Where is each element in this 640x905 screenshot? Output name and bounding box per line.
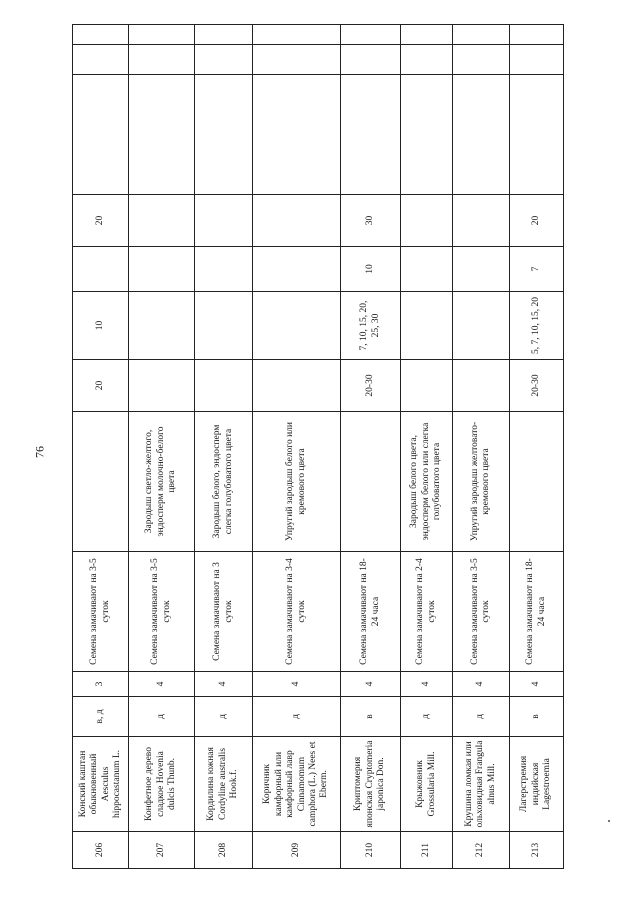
method-code-cell: д: [253, 697, 341, 737]
method-code-cell: в: [341, 697, 401, 737]
empty-col-b-cell: [73, 45, 129, 75]
final-count-cell: [195, 247, 253, 292]
total-days-cell: [195, 195, 253, 247]
page-number: 76: [32, 446, 47, 458]
empty-col-b-cell: [453, 45, 510, 75]
preparation-cell: Семена замачивают на 3-5 суток: [129, 552, 195, 672]
scan-dot: [608, 820, 610, 822]
final-count-cell: [253, 247, 341, 292]
final-count-cell: 10: [341, 247, 401, 292]
temp-value-cell: [195, 360, 253, 412]
counting-days-cell: [195, 292, 253, 360]
total-days-cell: 20: [510, 195, 564, 247]
staining-description-cell: [510, 412, 564, 552]
temp-value-cell: [453, 360, 510, 412]
row-number-cell: 211: [401, 832, 453, 869]
staining-description-cell: Упругий зародыш желтовато-кремового цвета: [453, 412, 510, 552]
days-count-cell: 4: [253, 672, 341, 697]
empty-col-b-cell: [401, 45, 453, 75]
temp-value-cell: 20: [73, 360, 129, 412]
days-count-cell: 3: [73, 672, 129, 697]
total-days-cell: 30: [341, 195, 401, 247]
empty-col-a-cell: [195, 75, 253, 195]
preparation-cell: Семена замачивают на 3-4 суток: [253, 552, 341, 672]
seed-table-wrapper: [72, 49, 563, 869]
species-name-cell: Крыжовник Grossularia Mill.: [401, 737, 453, 832]
row-number-cell: 206: [73, 832, 129, 869]
method-code-cell: д: [195, 697, 253, 737]
staining-description-cell: Упругий зародыш белого или кремового цвета: [253, 412, 341, 552]
empty-col-c-cell: [253, 25, 341, 45]
empty-col-a-cell: [510, 75, 564, 195]
final-count-cell: 7: [510, 247, 564, 292]
empty-col-c-cell: [510, 25, 564, 45]
empty-col-a-cell: [129, 75, 195, 195]
total-days-cell: [401, 195, 453, 247]
empty-col-b-cell: [510, 45, 564, 75]
total-days-cell: [253, 195, 341, 247]
empty-col-b-cell: [195, 45, 253, 75]
staining-description-cell: [341, 412, 401, 552]
counting-days-cell: [253, 292, 341, 360]
days-count-cell: 4: [129, 672, 195, 697]
species-name-cell: Кордилина южная Cordyline australis Hook.f.: [195, 737, 253, 832]
table-row: [510, 25, 564, 869]
preparation-cell: Семена замачивают на 18-24 часа: [510, 552, 564, 672]
days-count-cell: 4: [341, 672, 401, 697]
table-row: [73, 25, 129, 869]
empty-col-c-cell: [195, 25, 253, 45]
counting-days-cell: [453, 292, 510, 360]
table-row: [341, 25, 401, 869]
preparation-cell: Семена замачивают на 3 суток: [195, 552, 253, 672]
empty-col-c-cell: [73, 25, 129, 45]
empty-col-a-cell: [401, 75, 453, 195]
empty-col-a-cell: [253, 75, 341, 195]
temp-value-cell: [401, 360, 453, 412]
empty-col-c-cell: [129, 25, 195, 45]
counting-days-cell: 7, 10, 15, 20, 25, 30: [341, 292, 401, 360]
counting-days-cell: [129, 292, 195, 360]
method-code-cell: д: [453, 697, 510, 737]
days-count-cell: 4: [401, 672, 453, 697]
species-name-cell: Конский каштан обыкновенный Aesculus hippocastanum L.: [73, 737, 129, 832]
temp-value-cell: 20-30: [510, 360, 564, 412]
row-number-cell: 207: [129, 832, 195, 869]
species-name-cell: Коричник камфорный или камфорный лавр Cinnamomum camphora (L.) Nees et Eberm.: [253, 737, 341, 832]
final-count-cell: [73, 247, 129, 292]
preparation-cell: Семена замачивают на 3-5 суток: [73, 552, 129, 672]
counting-days-cell: 5, 7, 10, 15, 20: [510, 292, 564, 360]
species-name-cell: Конфетное дерево сладкое Hovenia dulcis Thunb.: [129, 737, 195, 832]
species-name-cell: Криптомерия японская Cryptomeria japonica Don.: [341, 737, 401, 832]
counting-days-cell: 10: [73, 292, 129, 360]
days-count-cell: 4: [453, 672, 510, 697]
table-body: [73, 25, 564, 869]
empty-col-a-cell: [341, 75, 401, 195]
final-count-cell: [401, 247, 453, 292]
table-row: [253, 25, 341, 869]
preparation-cell: Семена замачивают на 3-5 суток: [453, 552, 510, 672]
empty-col-b-cell: [341, 45, 401, 75]
empty-col-c-cell: [341, 25, 401, 45]
empty-col-c-cell: [453, 25, 510, 45]
temp-value-cell: [129, 360, 195, 412]
seed-table: [72, 24, 564, 869]
method-code-cell: д: [129, 697, 195, 737]
total-days-cell: [129, 195, 195, 247]
species-name-cell: Крушина ломкая или ольховидная Frangula alnus Mill.: [453, 737, 510, 832]
final-count-cell: [129, 247, 195, 292]
table-row: [453, 25, 510, 869]
method-code-cell: д: [401, 697, 453, 737]
row-number-cell: 213: [510, 832, 564, 869]
empty-col-b-cell: [129, 45, 195, 75]
final-count-cell: [453, 247, 510, 292]
days-count-cell: 4: [195, 672, 253, 697]
row-number-cell: 212: [453, 832, 510, 869]
empty-col-b-cell: [253, 45, 341, 75]
row-number-cell: 210: [341, 832, 401, 869]
temp-value-cell: [253, 360, 341, 412]
empty-col-a-cell: [73, 75, 129, 195]
temp-value-cell: 20-30: [341, 360, 401, 412]
total-days-cell: 20: [73, 195, 129, 247]
staining-description-cell: Зародыш светло-желтого, эндосперм молочно-белого цвета: [129, 412, 195, 552]
method-code-cell: в: [510, 697, 564, 737]
days-count-cell: 4: [510, 672, 564, 697]
table-row: [195, 25, 253, 869]
row-number-cell: 208: [195, 832, 253, 869]
preparation-cell: Семена замачивают на 2-4 суток: [401, 552, 453, 672]
preparation-cell: Семена замачивают на 18-24 часа: [341, 552, 401, 672]
table-row: [129, 25, 195, 869]
table-row: [401, 25, 453, 869]
empty-col-a-cell: [453, 75, 510, 195]
staining-description-cell: [73, 412, 129, 552]
method-code-cell: в, д: [73, 697, 129, 737]
staining-description-cell: Зародыш белого цвета, эндосперм белого или слегка голубоватого цвета: [401, 412, 453, 552]
total-days-cell: [453, 195, 510, 247]
species-name-cell: Лагерстремия индийская Lagestroemia: [510, 737, 564, 832]
staining-description-cell: Зародыш белого, эндосперм слегка голубоватого цвета: [195, 412, 253, 552]
counting-days-cell: [401, 292, 453, 360]
row-number-cell: 209: [253, 832, 341, 869]
empty-col-c-cell: [401, 25, 453, 45]
